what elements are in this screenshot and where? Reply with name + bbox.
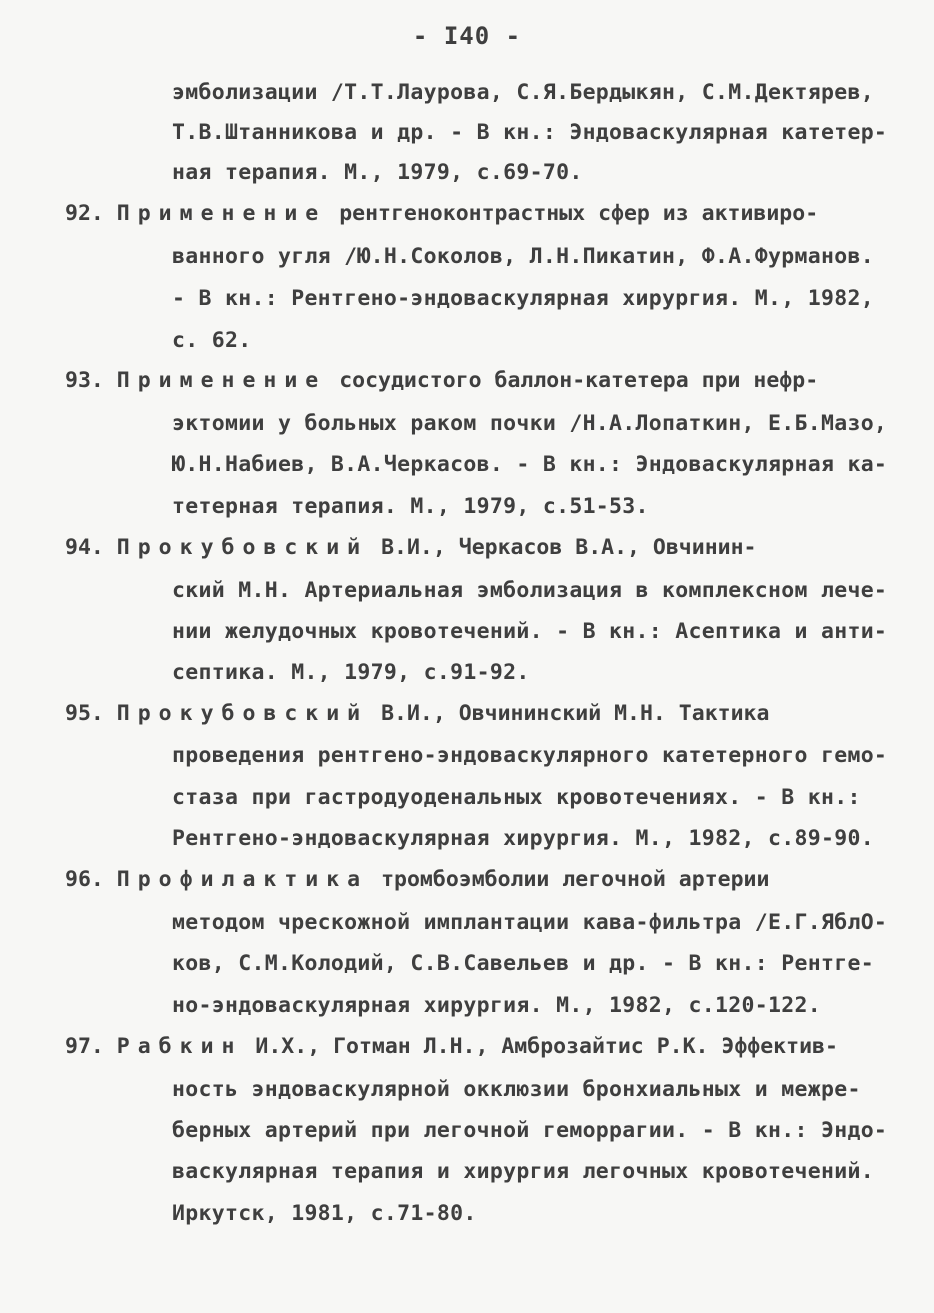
entry-spaced-title: Прокубовский xyxy=(116,535,369,560)
text-line: Ю.Н.Набиев, В.А.Черкасов. - В кн.: Эндоваскулярная ка- xyxy=(172,452,888,477)
entry-first-line-rest: тромбоэмболии легочной артерии xyxy=(381,867,770,892)
text-line: тетерная терапия. М., 1979, с.51-53. xyxy=(172,494,649,519)
entry-spaced-title: Профилактика xyxy=(116,867,369,892)
text-line: нии желудочных кровотечений. - В кн.: Асептика и анти- xyxy=(172,619,888,644)
entry-96-first-line xyxy=(65,865,769,895)
text-line: стаза при гастродуоденальных кровотечениях. - В кн.: xyxy=(172,785,861,810)
entry-number: 94. xyxy=(65,535,104,560)
text-line: - В кн.: Рентгено-эндоваскулярная хирургия. М., 1982, xyxy=(172,286,874,311)
text-line: но-эндоваскулярная хирургия. М., 1982, с.120-122. xyxy=(172,993,821,1018)
entry-number: 93. xyxy=(65,368,104,393)
entry-number: 97. xyxy=(65,1034,104,1059)
text-line: эмболизации /Т.Т.Лаурова, С.Я.Бердыкян, С.М.Дектярев, xyxy=(172,80,874,105)
entry-number: 95. xyxy=(65,701,104,726)
entry-number: 96. xyxy=(65,867,104,892)
text-line: Рентгено-эндоваскулярная хирургия. М., 1982, с.89-90. xyxy=(172,826,874,851)
entry-93-first-line xyxy=(65,366,818,396)
text-line: септика. М., 1979, с.91-92. xyxy=(172,660,530,685)
text-line: ность эндоваскулярной окклюзии бронхиальных и межре- xyxy=(172,1077,861,1102)
entry-first-line-rest: И.Х., Готман Л.Н., Амброзайтис Р.К. Эффектив- xyxy=(255,1034,838,1059)
entry-95-first-line xyxy=(65,699,769,729)
entry-number: 92. xyxy=(65,201,104,226)
entry-97-first-line xyxy=(65,1032,838,1062)
text-line: эктомии у больных раком почки /Н.А.Лопаткин, Е.Б.Мазо, xyxy=(172,411,888,436)
entry-spaced-title: Рабкин xyxy=(116,1034,243,1059)
text-line: методом чрескожной имплантации кава-фильтра /Е.Г.ЯблО- xyxy=(172,910,888,935)
text-line: ванного угля /Ю.Н.Соколов, Л.Н.Пикатин, Ф.А.Фурманов. xyxy=(172,244,874,269)
entry-94-first-line xyxy=(65,533,756,563)
page-number: - I40 - xyxy=(412,22,522,50)
text-line: проведения рентгено-эндоваскулярного катетерного гемо- xyxy=(172,743,888,768)
entry-first-line-rest: В.И., Черкасов В.А., Овчинин- xyxy=(381,535,757,560)
entry-first-line-rest: рентгеноконтрастных сфер из активиро- xyxy=(339,201,819,226)
entry-first-line-rest: сосудистого баллон-катетера при нефр- xyxy=(339,368,819,393)
text-line: с. 62. xyxy=(172,328,252,353)
text-line: ная терапия. М., 1979, с.69-70. xyxy=(172,160,583,185)
text-line: Иркутск, 1981, с.71-80. xyxy=(172,1201,477,1226)
text-line: ков, С.М.Колодий, С.В.Савельев и др. - В кн.: Рентге- xyxy=(172,951,874,976)
entry-first-line-rest: В.И., Овчининский М.Н. Тактика xyxy=(381,701,770,726)
text-line: берных артерий при легочной геморрагии. - В кн.: Эндо- xyxy=(172,1118,888,1143)
text-line: ский М.Н. Артериальная эмболизация в комплексном лече- xyxy=(172,578,888,603)
text-line: Т.В.Штанникова и др. - В кн.: Эндоваскулярная катетер- xyxy=(172,120,888,145)
text-line: васкулярная терапия и хирургия легочных кровотечений. xyxy=(172,1159,874,1184)
entry-92-first-line xyxy=(65,199,818,229)
entry-spaced-title: Применение xyxy=(116,368,327,393)
entry-spaced-title: Прокубовский xyxy=(116,701,369,726)
entry-spaced-title: Применение xyxy=(116,201,327,226)
